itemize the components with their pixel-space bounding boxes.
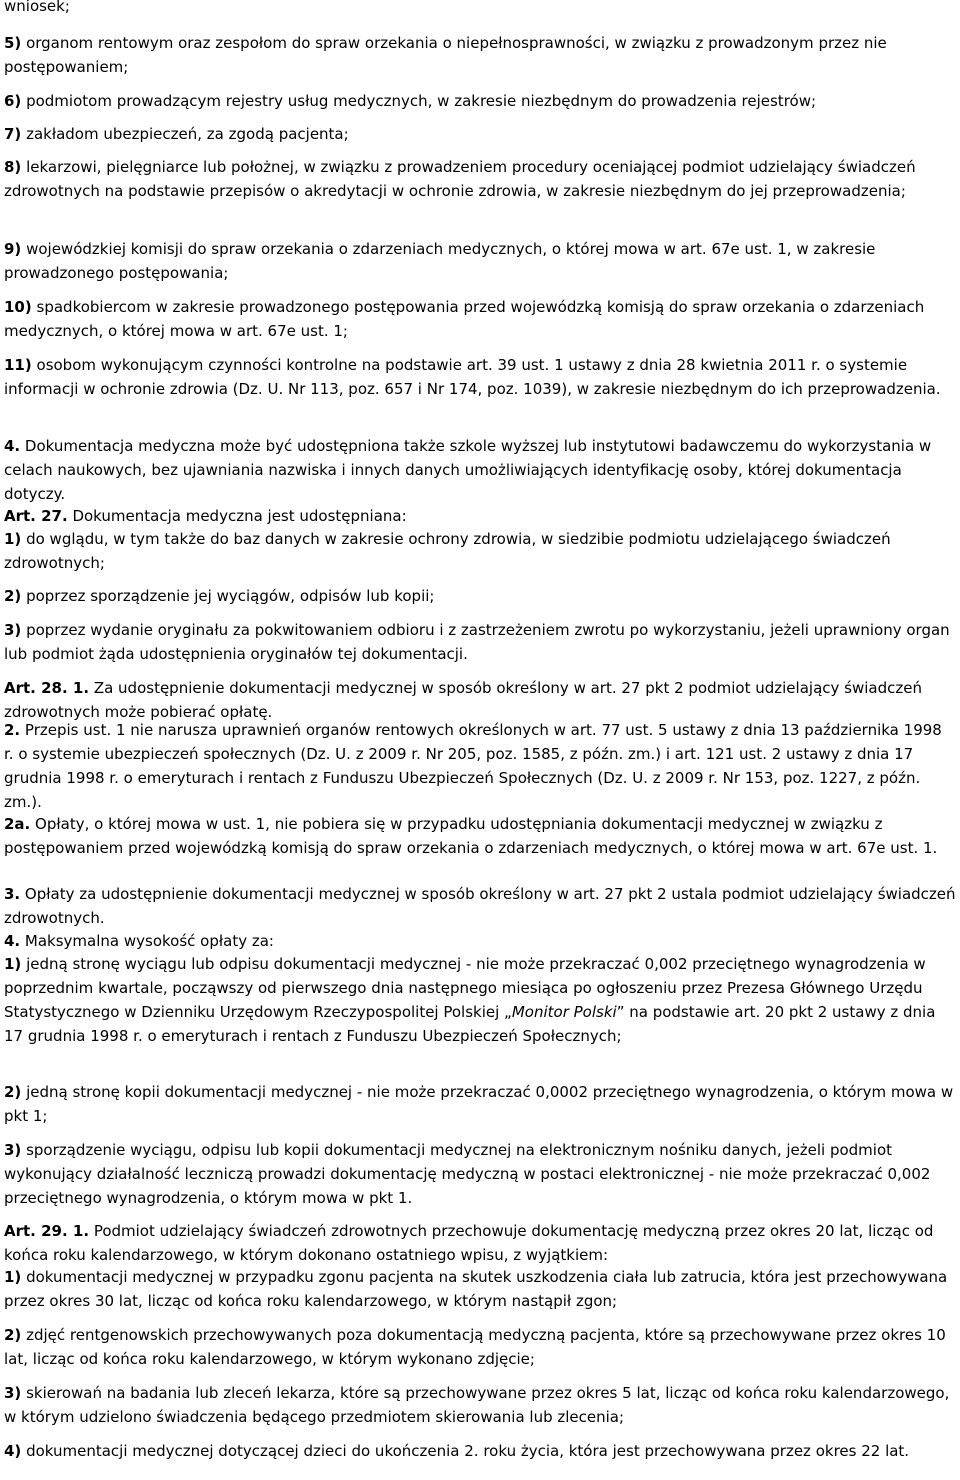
paragraph-14: 2. Przepis ust. 1 nie narusza uprawnień organów rentowych określonych w art. 77 ust. 5 ustawy z dnia 13 października 1998 r. o systemie ubezpieczeń społecznych (Dz. U. z 2009 r. Nr 205, poz. 1585, z późn. zm.) i art. 121 ust. 2 ustawy z dnia 17 grudnia 1998 r. o emeryturach i rentach z Funduszu Ubezpieczeń Społecznych (Dz. U. z 2009 r. Nr 153, poz. 1227, z późn. zm.).: [4, 721, 942, 811]
paragraph-22: 1) dokumentacji medycznej w przypadku zgonu pacjenta na skutek uszkodzenia ciała lub zatrucia, która jest przechowywana przez okres 30 lat, licząc od końca roku kalendarzowego, w którym nastąpił zgon;: [4, 1268, 948, 1310]
paragraph-24: 3) skierowań na badania lub zleceń lekarza, które są przechowywane przez okres 5 lat, licząc od końca roku kalendarzowego, w którym udzielono świadczenia będącego przedmiotem skierowania lub zlecenia;: [4, 1384, 950, 1426]
paragraph-17: 4. Maksymalna wysokość opłaty za:: [4, 932, 274, 950]
paragraph-8: 4. Dokumentacja medyczna może być udostępniona także szkole wyższej lub instytutowi badawczemu do wykorzystania w celach naukowych, bez ujawniania nazwiska i innych danych umożliwiających identyfikację osoby, której dokumentacja dotyczy.: [4, 437, 932, 503]
paragraph-25: 4) dokumentacji medycznej dotyczącej dzieci do ukończenia 2. roku życia, która jest przechowywana przez okres 22 lat.: [4, 1442, 910, 1460]
paragraph-7: 11) osobom wykonującym czynności kontrolne na podstawie art. 39 ust. 1 ustawy z dnia 28 kwietnia 2011 r. o systemie informacji w ochronie zdrowia (Dz. U. Nr 113, poz. 657 i Nr 174, poz. 1039), w zakresie niezbędnym do ich przeprowadzenia.: [4, 356, 941, 398]
paragraph-19: 2) jedną stronę kopii dokumentacji medycznej - nie może przekraczać 0,0002 przeciętnego wynagrodzenia, o którym mowa w pkt 1;: [4, 1083, 954, 1125]
paragraph-15: 2a. Opłaty, o której mowa w ust. 1, nie pobiera się w przypadku udostępniania dokumentacji medycznej w związku z postępowaniem przed wojewódzką komisją do spraw orzekania o zdarzeniach medycznych, o której mowa w art. 67e ust. 1.: [4, 815, 938, 857]
paragraph-16: 3. Opłaty za udostępnienie dokumentacji medycznej w sposób określony w art. 27 pkt 2 ustala podmiot udzielający świadczeń zdrowotnych.: [4, 885, 956, 927]
paragraph-3: 7) zakładom ubezpieczeń, za zgodą pacjenta;: [4, 125, 349, 143]
paragraph-5: 9) wojewódzkiej komisji do spraw orzekania o zdarzeniach medycznych, o której mowa w art. 67e ust. 1, w zakresie prowadzonego postępowania;: [4, 240, 876, 282]
paragraph-12: 3) poprzez wydanie oryginału za pokwitowaniem odbioru i z zastrzeżeniem zwrotu po wykorzystaniu, jeżeli uprawniony organ lub podmiot żąda udostępnienia oryginałów tej dokumentacji.: [4, 621, 950, 663]
paragraph-0: wniosek;: [4, 0, 70, 15]
paragraph-20: 3) sporządzenie wyciągu, odpisu lub kopii dokumentacji medycznej na elektronicznym nośniku danych, jeżeli podmiot wykonujący działalność leczniczą prowadzi dokumentację medyczną w postaci elektronicznej - nie może przekraczać 0,002 przeciętnego wynagrodzenia, o którym mowa w pkt 1.: [4, 1141, 931, 1207]
paragraph-10: 1) do wglądu, w tym także do baz danych w zakresie ochrony zdrowia, w siedzibie podmiotu udzielającego świadczeń zdrowotnych;: [4, 530, 891, 572]
paragraph-21: Art. 29. 1. Podmiot udzielający świadczeń zdrowotnych przechowuje dokumentację medyczną przez okres 20 lat, licząc od końca roku kalendarzowego, w którym dokonano ostatniego wpisu, z wyjątkiem:: [4, 1222, 934, 1264]
paragraph-23: 2) zdjęć rentgenowskich przechowywanych poza dokumentacją medyczną pacjenta, które są przechowywane przez okres 10 lat, licząc od końca roku kalendarzowego, w którym wykonano zdjęcie;: [4, 1326, 946, 1368]
paragraph-4: 8) lekarzowi, pielęgniarce lub położnej, w związku z prowadzeniem procedury oceniającej podmiot udzielający świadczeń zdrowotnych na podstawie przepisów o akredytacji w ochronie zdrowia, w zakresie niezbędnym do jej przeprowadzenia;: [4, 158, 916, 200]
paragraph-1: 5) organom rentowym oraz zespołom do spraw orzekania o niepełnosprawności, w związku z prowadzonym przez nie postępowaniem;: [4, 34, 887, 76]
paragraph-6: 10) spadkobiercom w zakresie prowadzonego postępowania przed wojewódzką komisją do spraw orzekania o zdarzeniach medycznych, o której mowa w art. 67e ust. 1;: [4, 298, 925, 340]
paragraph-2: 6) podmiotom prowadzącym rejestry usług medycznych, w zakresie niezbędnym do prowadzenia rejestrów;: [4, 92, 817, 110]
paragraph-13: Art. 28. 1. Za udostępnienie dokumentacji medycznej w sposób określony w art. 27 pkt 2 podmiot udzielający świadczeń zdrowotnych może pobierać opłatę.: [4, 679, 922, 721]
paragraph-11: 2) poprzez sporządzenie jej wyciągów, odpisów lub kopii;: [4, 587, 435, 605]
paragraph-9: Art. 27. Dokumentacja medyczna jest udostępniana:: [4, 507, 407, 525]
paragraph-18: 1) jedną stronę wyciągu lub odpisu dokumentacji medycznej - nie może przekraczać 0,002 przeciętnego wynagrodzenia w poprzednim kwartale, począwszy od pierwszego dnia następnego miesiąca po ogłoszeniu przez Prezesa Głównego Urzędu Statystycznego w Dzienniku Urzędowym Rzeczypospolitej Polskiej „Monitor Polski” na podstawie art. 20 pkt 2 ustawy z dnia 17 grudnia 1998 r. o emeryturach i rentach z Funduszu Ubezpieczeń Społecznych;: [4, 955, 936, 1045]
